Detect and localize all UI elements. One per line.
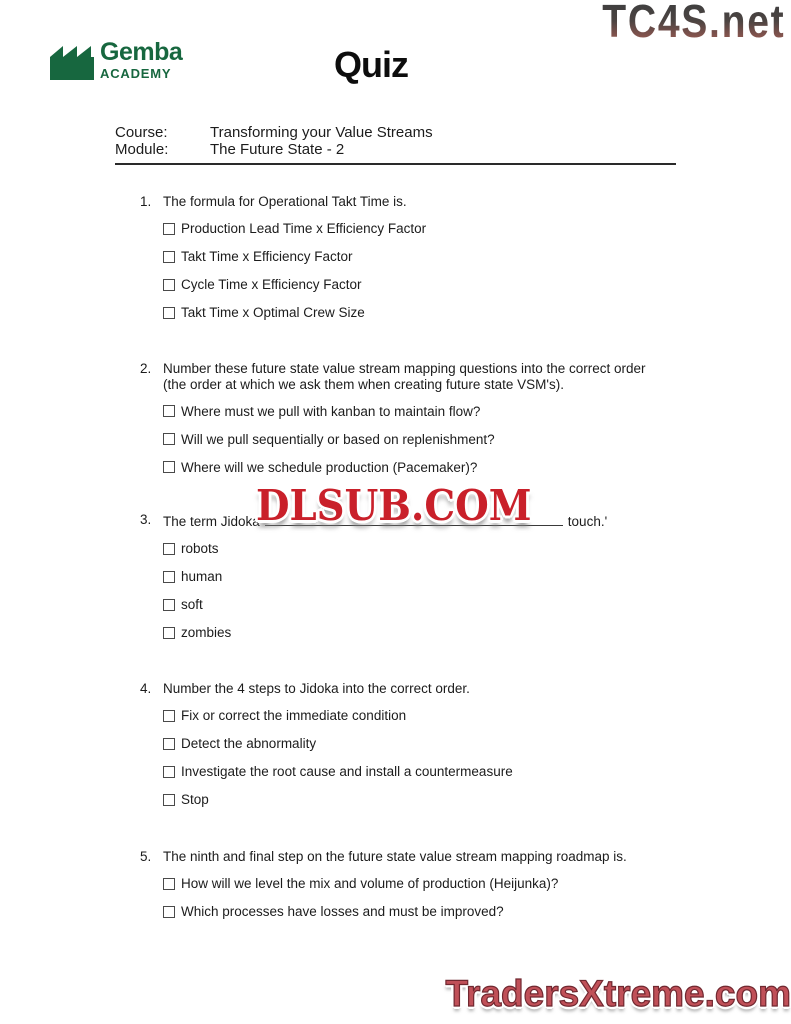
option-checkbox[interactable] xyxy=(163,878,175,890)
module-value: The Future State - 2 xyxy=(210,141,345,158)
option-label: Production Lead Time x Efficiency Factor xyxy=(181,221,427,236)
option-label: Takt Time x Efficiency Factor xyxy=(181,249,353,264)
option-row xyxy=(163,460,700,474)
option-row xyxy=(163,306,700,320)
option-row xyxy=(163,709,700,723)
page-title: Quiz xyxy=(334,44,408,85)
option-label: soft xyxy=(181,597,203,612)
option-row xyxy=(163,432,700,446)
option-checkbox[interactable] xyxy=(163,710,175,722)
option-checkbox[interactable] xyxy=(163,794,175,806)
option-label: Where must we pull with kanban to maintain flow? xyxy=(181,403,481,419)
option-label: How will we level the mix and volume of production (Heijunka)? xyxy=(181,876,559,891)
option-row xyxy=(163,598,700,612)
course-label: Course: xyxy=(115,124,168,141)
question-text: Number the 4 steps to Jidoka into the correct order. xyxy=(163,681,470,696)
question-text: The formula for Operational Takt Time is. xyxy=(163,194,407,209)
question-number: 5. xyxy=(140,849,152,864)
option-row xyxy=(163,737,700,751)
question-number: 4. xyxy=(140,681,152,696)
option-label: Detect the abnormality xyxy=(181,736,317,751)
option-label: Where will we schedule production (Pacemaker)? xyxy=(181,459,478,475)
option-label: zombies xyxy=(181,625,232,640)
question-2 xyxy=(140,361,700,488)
option-row xyxy=(163,278,700,292)
option-label: human xyxy=(181,569,223,584)
option-label: Takt Time x Optimal Crew Size xyxy=(181,305,365,320)
option-label: Fix or correct the immediate condition xyxy=(181,708,407,723)
option-row xyxy=(163,877,700,891)
option-row xyxy=(163,765,700,779)
question-5 xyxy=(140,849,700,933)
option-label: Cycle Time x Efficiency Factor xyxy=(181,277,362,292)
watermark-dlsub: DLSUB.COM xyxy=(256,481,532,530)
question-text-prefix: The term Jidoka xyxy=(163,514,260,529)
logo-name: Gemba xyxy=(100,38,183,66)
option-checkbox[interactable] xyxy=(163,543,175,555)
question-number: 3. xyxy=(140,512,152,527)
option-checkbox[interactable] xyxy=(163,766,175,778)
option-checkbox[interactable] xyxy=(163,599,175,611)
question-text: Number these future state value stream mapping questions into the correct order (the order at which we ask them when creating future state VSM's). xyxy=(163,361,646,392)
option-checkbox[interactable] xyxy=(163,461,175,473)
question-4 xyxy=(140,681,700,821)
option-checkbox[interactable] xyxy=(163,738,175,750)
option-checkbox[interactable] xyxy=(163,251,175,263)
factory-icon xyxy=(50,40,94,82)
option-row xyxy=(163,222,700,236)
option-row xyxy=(163,626,700,640)
option-checkbox[interactable] xyxy=(163,405,175,417)
watermark-tradersxtreme: TradersXtreme.com xyxy=(445,973,791,1014)
question-3 xyxy=(140,512,700,654)
option-row xyxy=(163,542,700,556)
option-checkbox[interactable] xyxy=(163,223,175,235)
option-row xyxy=(163,250,700,264)
option-label: Which processes have losses and must be improved? xyxy=(181,904,504,919)
question-number: 1. xyxy=(140,194,152,209)
question-1 xyxy=(140,194,700,334)
option-checkbox[interactable] xyxy=(163,627,175,639)
option-label: Investigate the root cause and install a countermeasure xyxy=(181,764,513,779)
question-number: 2. xyxy=(140,361,152,376)
option-row xyxy=(163,404,700,418)
watermark-tc4s: TC4S.net xyxy=(601,0,785,47)
option-row xyxy=(163,570,700,584)
option-checkbox[interactable] xyxy=(163,307,175,319)
question-text: The ninth and final step on the future state value stream mapping roadmap is. xyxy=(163,849,627,864)
option-checkbox[interactable] xyxy=(163,571,175,583)
option-checkbox[interactable] xyxy=(163,433,175,445)
option-row xyxy=(163,905,700,919)
option-row xyxy=(163,793,700,807)
logo-subtitle: ACADEMY xyxy=(100,66,172,81)
option-label: robots xyxy=(181,541,219,556)
question-text-suffix: touch.' xyxy=(567,514,608,529)
option-label: Will we pull sequentially or based on replenishment? xyxy=(181,431,495,447)
option-checkbox[interactable] xyxy=(163,279,175,291)
option-label: Stop xyxy=(181,792,209,807)
option-checkbox[interactable] xyxy=(163,906,175,918)
course-value: Transforming your Value Streams xyxy=(210,124,433,141)
module-label: Module: xyxy=(115,141,169,158)
